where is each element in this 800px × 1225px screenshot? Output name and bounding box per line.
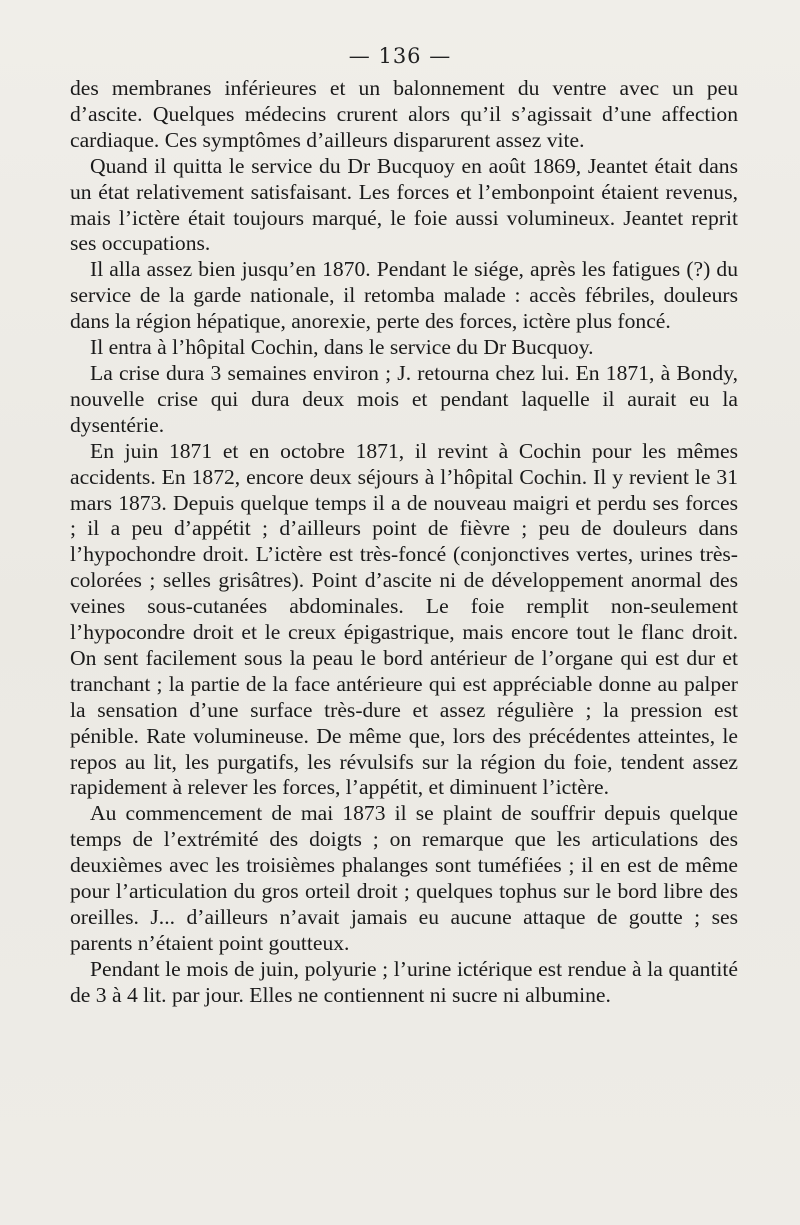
paragraph-1: des membranes inférieures et un balonnement du ventre avec un peu d’ascite. Quelques médecins crurent alors qu’il s’agissait d’une affection cardiaque. Ces symptômes d’ailleurs disparurent assez vite. xyxy=(70,76,738,152)
paragraph-3: Il alla assez bien jusqu’en 1870. Pendant le siége, après les fatigues (?) du service de la garde nationale, il retomba malade : accès fébriles, douleurs dans la région hépatique, anorexie, perte des forces, ictère plus foncé. xyxy=(70,257,738,334)
paragraph-4: Il entra à l’hôpital Cochin, dans le service du Dr Bucquoy. xyxy=(90,335,594,360)
paragraph-8: Pendant le mois de juin, polyurie ; l’urine ictérique est rendue à la quantité de 3 à 4 lit. par jour. Elles ne contiennent ni sucre ni albumine. xyxy=(70,956,738,1007)
paragraph-5: La crise dura 3 semaines environ ; J. retourna chez lui. En 1871, à Bondy, nouvelle crise qui dura deux mois et pendant laquelle il aurait eu la dysentérie. xyxy=(70,360,738,437)
paragraph-2: Quand il quitta le service du Dr Bucquoy en août 1869, Jeantet était dans un état relativement satisfaisant. Les forces et l’embonpoint étaient revenus, mais l’ictère était toujours marqué, le foie aussi volumineux. Jeantet reprit ses occupations. xyxy=(70,153,738,256)
page-body xyxy=(70,76,738,1009)
page-number: — 136 — xyxy=(348,44,452,68)
paragraph-6: En juin 1871 et en octobre 1871, il revint à Cochin pour les mêmes accidents. En 1872, encore deux séjours à l’hôpital Cochin. Il y revient le 31 mars 1873. Depuis quelque temps il a de nouveau maigri et perdu ses forces ; il a peu d’appétit ; d’ailleurs point de fièvre ; peu de douleurs dans l’hypochondre droit. L’ictère est très-foncé (conjonctives vertes, urines très-colorées ; selles grisâtres). Point d’ascite ni de développement anormal des veines sous-cutanées abdominales. Le foie remplit non-seulement l’hypocondre droit et le creux épigastrique, mais encore tout le flanc droit. On sent facilement sous la peau le bord antérieur de l’organe qui est dur et tranchant ; la partie de la face antérieure qui est appréciable donne au palper la sensation d’une surface très-dure et assez régulière ; la pression est pénible. Rate volumineuse. De même que, lors des précédentes atteintes, le repos au lit, les purgatifs, les révulsifs sur la région du foie, tendent assez rapidement à relever les forces, l’appétit, et diminuent l’ictère. xyxy=(70,438,738,800)
paragraph-7: Au commencement de mai 1873 il se plaint de souffrir depuis quelque temps de l’extrémité des doigts ; on remarque que les articulations des deuxièmes avec les troisièmes phalanges sont tuméfiées ; il en est de même pour l’articulation du gros orteil droit ; quelques tophus sur le bord libre des oreilles. J... d’ailleurs n’avait jamais eu aucune attaque de goutte ; ses parents n’étaient point goutteux. xyxy=(70,801,738,955)
